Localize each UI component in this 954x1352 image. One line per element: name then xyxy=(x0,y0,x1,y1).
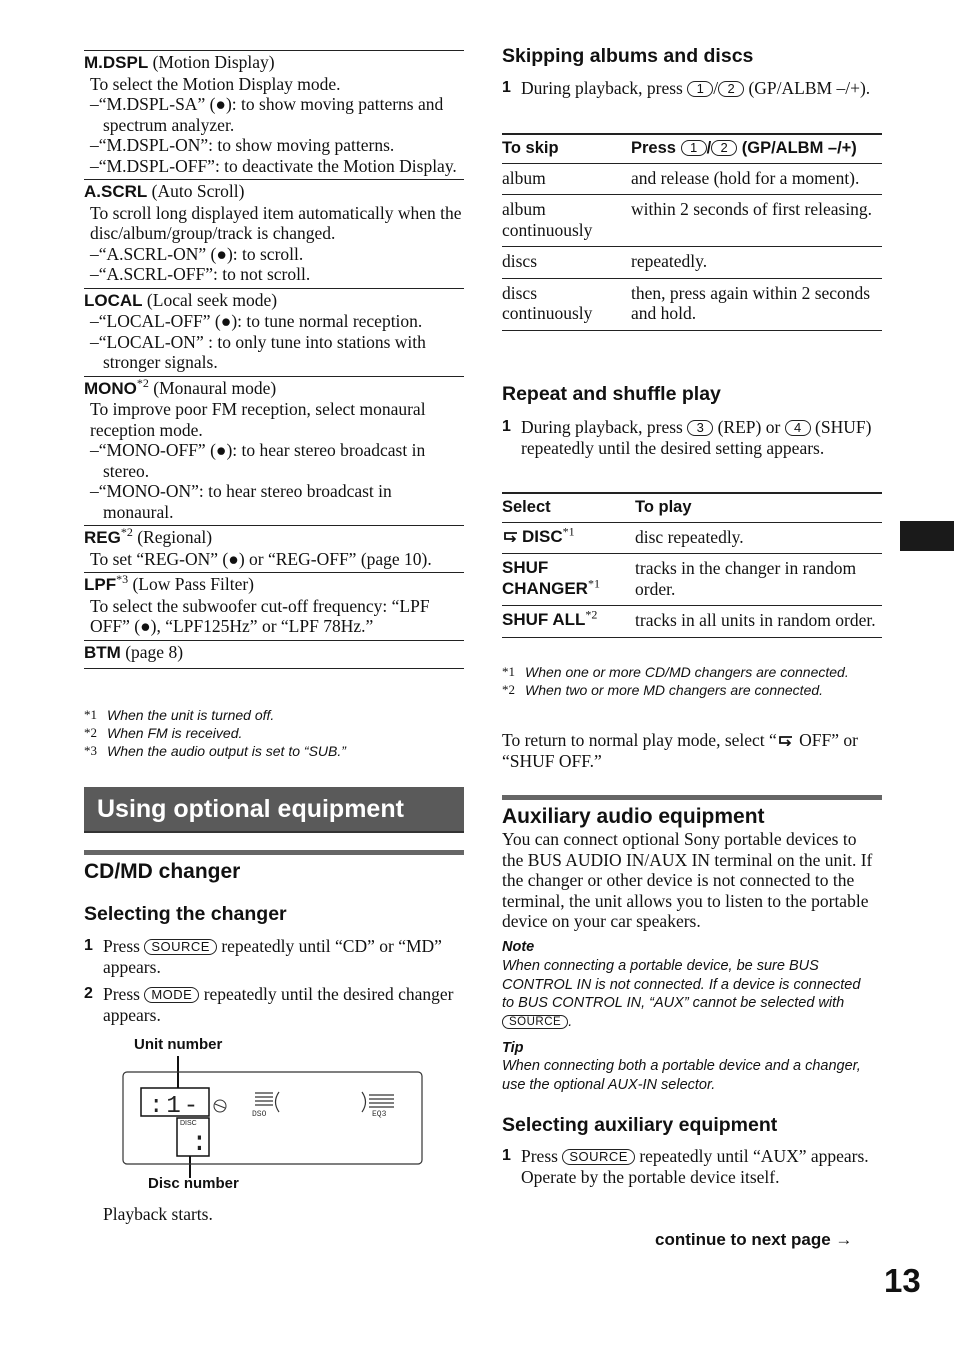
note-body: When connecting a portable device, be sure BUS CONTROL IN is not connected. If a device is connected to BUS CONTROL IN, “AUX” cannot be selected with SOURCE . xyxy=(502,958,861,1030)
setting-keydesc: (Motion Display) xyxy=(152,52,275,72)
key-1-button[interactable]: 1 xyxy=(687,81,713,97)
table-header: Press 1 / 2 (GP/ALBM –/+) xyxy=(631,134,882,163)
svg-text:EQ3: EQ3 xyxy=(372,1110,387,1119)
svg-text:DSO: DSO xyxy=(252,1110,267,1119)
table-header-row xyxy=(502,493,882,522)
source-button[interactable]: SOURCE xyxy=(562,1149,635,1165)
step-text: repeatedly until “AUX” appears. xyxy=(639,1146,869,1166)
changer-step-2 xyxy=(84,984,464,1025)
key-4-button[interactable]: 4 xyxy=(785,420,811,436)
settings-footnotes xyxy=(84,706,464,760)
table-header-row xyxy=(502,134,882,163)
footnote-ref: *3 xyxy=(116,572,129,587)
repeat-icon xyxy=(777,730,795,750)
skipping-heading: Skipping albums and discs xyxy=(502,45,754,67)
repeat-heading: Repeat and shuffle play xyxy=(502,383,721,405)
tip-heading: Tip xyxy=(502,1040,524,1056)
skip-table xyxy=(502,133,882,331)
disc-small-label: DISC xyxy=(180,1120,197,1127)
table-header: To play xyxy=(635,493,882,522)
step-number: 1 xyxy=(84,937,93,954)
setting-option: –“M.DSPL-SA” (●): to show moving patterns and spectrum analyzer. xyxy=(90,94,444,135)
setting-keydesc: (Auto Scroll) xyxy=(151,181,245,201)
footnote-text: When two or more MD changers are connected. xyxy=(525,682,824,698)
setting-desc: To select the subwoofer cut-off frequency: “LPF OFF” (●), “LPF125Hz” or “LPF 78Hz.” xyxy=(90,595,430,636)
setting-desc: To set “REG-ON” (●) or “REG-OFF” (page 10). xyxy=(90,548,432,569)
table-row: discs repeatedly. xyxy=(502,247,882,279)
step-text: (SHUF) repeatedly until the desired setting appears. xyxy=(521,417,872,458)
step-text: Operate by the portable device itself. xyxy=(521,1166,780,1187)
table-header: Select xyxy=(502,493,635,522)
footnote-mark: *1 xyxy=(84,707,97,722)
setting-option: –“LOCAL-OFF” (●): to tune normal reception. xyxy=(90,311,423,331)
footnote-mark: *2 xyxy=(502,682,515,697)
table-row: SHUF ALL$^{*2}$ tracks in all units in random order. xyxy=(502,606,882,638)
repeat-footnotes xyxy=(502,663,882,699)
source-button[interactable]: SOURCE xyxy=(144,939,217,955)
table-row: DISC$^{*1}$ disc repeatedly. xyxy=(502,522,882,554)
repeat-step-1 xyxy=(502,417,882,458)
setting-mdspl xyxy=(84,50,464,179)
skip-step-1: 1 During playback, press 1 / 2 (GP/ALBM –/+). xyxy=(502,78,871,98)
setting-keydesc: (Monaural mode) xyxy=(153,377,277,398)
step-text: (REP) or xyxy=(717,417,781,437)
source-button[interactable]: SOURCE xyxy=(502,1015,568,1029)
step-text: During playback, press xyxy=(521,78,683,98)
setting-option: –“LOCAL-ON” : to only tune into stations with stronger signals. xyxy=(90,331,426,372)
selecting-aux-heading: Selecting auxiliary equipment xyxy=(502,1114,778,1136)
step-text: Press xyxy=(521,1146,558,1166)
setting-key: A.SCRL xyxy=(84,182,148,201)
note-heading: Note xyxy=(502,939,535,955)
setting-option: –“A.SCRL-OFF”: to not scroll. xyxy=(90,264,311,284)
repeat-icon xyxy=(502,527,522,548)
setting-option: –“A.SCRL-ON” (●): to scroll. xyxy=(90,243,304,264)
step-text: repeatedly until “CD” or “MD” appears. xyxy=(103,936,442,977)
setting-key: BTM xyxy=(84,642,121,662)
setting-option: –“M.DSPL-ON”: to show moving patterns. xyxy=(90,135,395,155)
setting-option: –“MONO-OFF” (●): to hear stereo broadcast in stereo. xyxy=(90,440,426,481)
step-text: repeatedly until the desired changer appears. xyxy=(103,984,454,1025)
step-number: 1 xyxy=(502,418,511,435)
setting-reg xyxy=(84,525,464,572)
table-header: To skip xyxy=(502,134,631,163)
step-number: 1 xyxy=(502,79,511,96)
step-number: 2 xyxy=(84,985,93,1002)
footnote-mark: *1 xyxy=(502,664,515,679)
setting-desc: To improve poor FM reception, select monaural reception mode. xyxy=(90,399,426,440)
setting-btm xyxy=(84,640,464,670)
table-row: album continuously within 2 seconds of first releasing. xyxy=(502,195,882,247)
setting-keydesc: (Low Pass Filter) xyxy=(132,574,255,594)
selecting-changer-heading: Selecting the changer xyxy=(84,903,287,925)
aux-step-1 xyxy=(502,1146,882,1187)
setting-desc: To scroll long displayed item automatically when the disc/album/group/track is changed. xyxy=(90,202,462,243)
lcd-display xyxy=(122,1036,424,1196)
setting-key: REG xyxy=(84,528,121,547)
page-number: 13 xyxy=(884,1262,921,1299)
setting-key: LOCAL xyxy=(84,290,143,310)
cdmd-heading: CD/MD changer xyxy=(84,850,464,884)
disc-number-label: Disc number xyxy=(148,1175,239,1192)
setting-local xyxy=(84,288,464,376)
display-illustration xyxy=(122,1036,424,1196)
section-banner: Using optional equipment xyxy=(84,787,464,833)
setting-mono xyxy=(84,376,464,526)
step-text: Press xyxy=(103,936,140,956)
footnote-text: When FM is received. xyxy=(107,725,243,741)
setting-keydesc: (Regional) xyxy=(137,527,213,547)
setting-ascrl xyxy=(84,179,464,288)
svg-text::1-: :1- xyxy=(149,1093,202,1120)
tip-body: When connecting both a portable device and a changer, use the optional AUX-IN selector. xyxy=(502,1058,861,1093)
footnote-ref: *2 xyxy=(136,375,149,390)
key-2-button[interactable]: 2 xyxy=(718,81,744,97)
footnote-text: When one or more CD/MD changers are connected. xyxy=(525,664,849,680)
setting-lpf xyxy=(84,572,464,640)
footnote-mark: *3 xyxy=(84,743,97,758)
step-text: During playback, press xyxy=(521,417,683,437)
changer-step-1 xyxy=(84,936,464,977)
svg-text::: : xyxy=(191,1128,208,1159)
setting-key: LPF xyxy=(84,575,117,594)
aux-heading: Auxiliary audio equipment xyxy=(502,795,882,829)
step-text: (GP/ALBM –/+). xyxy=(748,78,871,98)
key-2-icon: 2 xyxy=(711,140,737,156)
repeat-table xyxy=(502,492,882,638)
key-3-button[interactable]: 3 xyxy=(687,420,713,436)
aux-body: You can connect optional Sony portable devices to the BUS AUDIO IN/AUX IN terminal on the unit. If the changer or other device is not connected to the terminal, the unit allows you to listen to the portable device on your car speakers. xyxy=(502,829,873,931)
setting-keydesc: (page 8) xyxy=(125,641,184,662)
mode-button[interactable]: MODE xyxy=(144,987,199,1003)
unit-number-label: Unit number xyxy=(134,1036,223,1053)
setting-option: –“MONO-ON”: to hear stereo broadcast in monaural. xyxy=(90,481,392,522)
step-text: Press xyxy=(103,984,140,1004)
setting-desc: To select the Motion Display mode. xyxy=(90,73,341,94)
step-number: 1 xyxy=(502,1147,511,1164)
section-tab-marker xyxy=(900,521,954,551)
table-row: album and release (hold for a moment). xyxy=(502,163,882,195)
footnote-mark: *2 xyxy=(84,725,97,740)
footnote-text: When the audio output is set to “SUB.” xyxy=(107,743,346,759)
setting-keydesc: (Local seek mode) xyxy=(146,289,278,310)
return-normal-text: To return to normal play mode, select “ OFF” or “SHUF OFF.” xyxy=(502,730,858,771)
setting-key: MONO xyxy=(84,378,137,398)
footnote-ref: *2 xyxy=(120,525,133,540)
key-1-icon: 1 xyxy=(681,140,707,156)
settings-list xyxy=(84,50,464,669)
setting-option: –“M.DSPL-OFF”: to deactivate the Motion Display. xyxy=(90,155,457,176)
continue-text: continue to next page → xyxy=(655,1230,853,1249)
table-row: discs continuously then, press again within 2 seconds and hold. xyxy=(502,278,882,330)
setting-key: M.DSPL xyxy=(84,53,149,72)
footnote-text: When the unit is turned off. xyxy=(107,707,275,723)
playback-starts-text: Playback starts. xyxy=(103,1204,213,1224)
table-row: SHUF CHANGER$^{*1}$ tracks in the changer in random order. xyxy=(502,554,882,606)
